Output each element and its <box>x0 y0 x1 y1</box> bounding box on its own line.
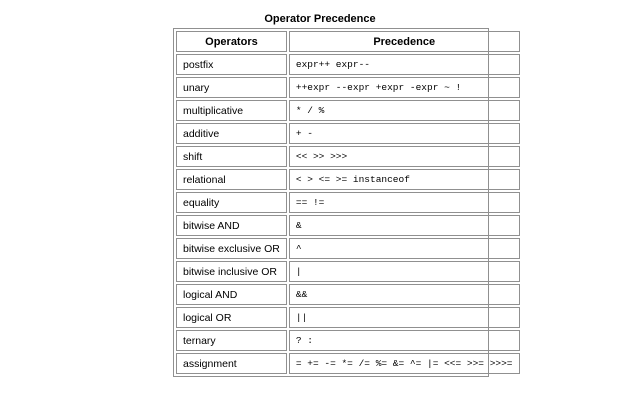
operator-cell: relational <box>176 169 287 190</box>
precedence-table-frame <box>173 28 513 377</box>
table-row <box>176 215 520 236</box>
precedence-cell: || <box>289 307 520 328</box>
operator-cell: shift <box>176 146 287 167</box>
table-row <box>176 192 520 213</box>
table-row <box>176 353 520 374</box>
table-row <box>176 238 520 259</box>
operator-cell: bitwise exclusive OR <box>176 238 287 259</box>
precedence-cell: = += -= *= /= %= &= ^= |= <<= >>= >>>= <box>289 353 520 374</box>
operator-cell: additive <box>176 123 287 144</box>
precedence-cell: + - <box>289 123 520 144</box>
operator-cell: assignment <box>176 353 287 374</box>
operator-cell: logical AND <box>176 284 287 305</box>
header-precedence: Precedence <box>289 31 520 52</box>
precedence-cell: << >> >>> <box>289 146 520 167</box>
table-row <box>176 330 520 351</box>
precedence-cell: ++expr --expr +expr -expr ~ ! <box>289 77 520 98</box>
precedence-cell: < > <= >= instanceof <box>289 169 520 190</box>
table-row <box>176 54 520 75</box>
precedence-cell: * / % <box>289 100 520 121</box>
table-caption: Operator Precedence <box>264 13 376 25</box>
table-row <box>176 261 520 282</box>
precedence-cell: & <box>289 215 520 236</box>
operator-cell: postfix <box>176 54 287 75</box>
operator-cell: bitwise AND <box>176 215 287 236</box>
precedence-cell: && <box>289 284 520 305</box>
table-row <box>176 146 520 167</box>
precedence-cell: | <box>289 261 520 282</box>
precedence-cell: ? : <box>289 330 520 351</box>
table-row <box>176 123 520 144</box>
operator-cell: ternary <box>176 330 287 351</box>
operator-cell: bitwise inclusive OR <box>176 261 287 282</box>
operator-cell: logical OR <box>176 307 287 328</box>
precedence-cell: expr++ expr-- <box>289 54 520 75</box>
operator-cell: multiplicative <box>176 100 287 121</box>
precedence-cell: == != <box>289 192 520 213</box>
precedence-cell: ^ <box>289 238 520 259</box>
table-row <box>176 307 520 328</box>
precedence-table <box>174 29 522 376</box>
operator-cell: unary <box>176 77 287 98</box>
table-row <box>176 100 520 121</box>
table-row <box>176 77 520 98</box>
table-row <box>176 284 520 305</box>
header-operators: Operators <box>176 31 287 52</box>
operator-cell: equality <box>176 192 287 213</box>
table-row <box>176 169 520 190</box>
header-row <box>176 31 520 52</box>
